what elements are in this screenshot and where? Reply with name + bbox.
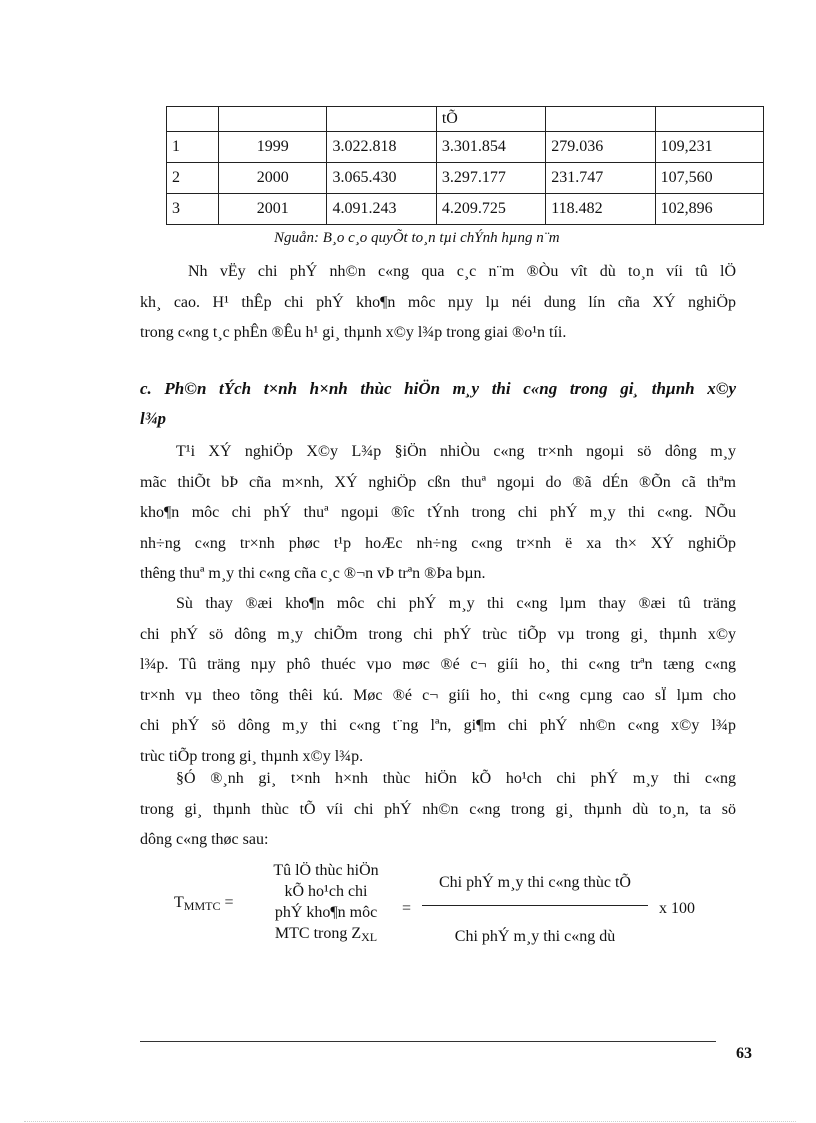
text-line: thêng thuª m¸y thi c«ng cña c¸c ®¬n vÞ trªn ®Þa bµn. xyxy=(140,565,486,582)
table-header-cell xyxy=(219,107,327,132)
table-cell: 3 xyxy=(167,194,219,225)
text-line: T¹i XÝ nghiÖp X©y L¾p §iÖn nhiÒu c«ng tr×nh ngoµi sö dông m¸y xyxy=(176,443,736,460)
table-cell: 279.036 xyxy=(546,132,655,163)
table-header-row xyxy=(167,107,764,132)
formula-desc-line xyxy=(258,923,394,948)
text-line: kh¸ cao. H¹ thÊp chi phÝ kho¶n môc nµy lµ néi dung lín cña XÝ nghiÖp xyxy=(140,293,736,311)
formula-desc-line: Tû lÖ thùc hiÖn xyxy=(273,862,379,879)
formula-desc-last: MTC trong Z xyxy=(274,925,362,942)
text-line: §Ó ®¸nh gi¸ t×nh h×nh thùc hiÖn kÕ ho¹ch chi phÝ m¸y thi c«ng xyxy=(176,770,736,787)
table-header-cell xyxy=(655,107,763,132)
text-line: l¾p. Tû träng nµy phô thuéc vµo møc ®é c¬ giíi ho¸ thi c«ng trªn tæng c«ng xyxy=(140,656,736,673)
formula-lhs xyxy=(174,894,234,914)
text-line: dông c«ng thøc sau: xyxy=(140,831,269,848)
formula-block xyxy=(174,860,734,950)
table-row xyxy=(167,132,764,163)
table-cell: 1999 xyxy=(219,132,327,163)
formula-symbol: T xyxy=(174,894,184,911)
text-line: chi phÝ sö dông m¸y thi c«ng t¨ng lªn, gi¶m chi phÝ nh©n c«ng x©y l¾p xyxy=(140,717,736,734)
table-header-cell xyxy=(546,107,655,132)
table-source-note: Nguån: B¸o c¸o quyÕt to¸n tµi chÝnh hµng n¨m xyxy=(274,230,560,246)
formula-desc-line: kÕ ho¹ch chi xyxy=(284,883,368,900)
text-line: mãc thiÕt bÞ cña m×nh, XÝ nghiÖp cßn thuª ngoµi do ®ã dÉn ®Õn cã thªm xyxy=(140,473,736,491)
table-cell: 102,896 xyxy=(655,194,763,225)
text-line: trùc tiÕp trong gi¸ thµnh x©y l¾p. xyxy=(140,747,364,765)
table-cell: 4.091.243 xyxy=(327,194,436,225)
text-line: chi phÝ sö dông m¸y chiÕm trong chi phÝ trùc tiÕp vµ trong gi¸ thµnh x©y xyxy=(140,625,736,643)
text-line: nh÷ng c«ng tr×nh phøc t¹p hoÆc nh÷ng c«ng tr×nh ë xa th× XÝ nghiÖp xyxy=(140,534,736,552)
paragraph-labor-cost xyxy=(140,257,736,349)
formula-equals: = xyxy=(402,900,412,917)
formula-denominator: Chi phÝ m¸y thi c«ng dù xyxy=(454,928,616,945)
table-cell: 231.747 xyxy=(546,163,655,194)
formula-numerator: Chi phÝ m¸y thi c«ng thùc tÕ xyxy=(439,874,631,891)
formula-desc-line: phÝ kho¶n môc xyxy=(274,904,378,921)
section-heading xyxy=(140,374,736,434)
paragraph-machine-rental xyxy=(140,437,736,590)
formula-desc-subscript: XL xyxy=(361,930,378,944)
table-header-cell xyxy=(167,107,219,132)
formula-lhs-equals: = xyxy=(224,894,234,911)
table-header-cell xyxy=(327,107,436,132)
table-cell: 118.482 xyxy=(546,194,655,225)
footer-divider xyxy=(140,1041,716,1042)
heading-line: l¾p xyxy=(140,409,166,428)
formula-description xyxy=(258,860,394,948)
text-line: trong gi¸ thµnh thùc tÕ víi chi phÝ nh©n c«ng trong gi¸ thµnh dù to¸n, ta sö xyxy=(140,800,736,818)
table-cell: 107,560 xyxy=(655,163,763,194)
paragraph-formula-intro xyxy=(140,764,736,856)
table-cell: 2000 xyxy=(219,163,327,194)
text-line: trong c«ng t¸c phÊn ®Êu h¹ gi¸ thµnh x©y l¾p trong giai ®o¹n tíi. xyxy=(140,324,567,341)
heading-line: c. Ph©n tÝch t×nh h×nh thùc hiÖn m¸y thi c«ng trong gi¸ thµnh x©y xyxy=(140,379,736,398)
table-cell: 2001 xyxy=(219,194,327,225)
table-row xyxy=(167,194,764,225)
formula-subscript: MMTC xyxy=(183,899,221,913)
paragraph-machine-share xyxy=(140,589,736,772)
page-number: 63 xyxy=(736,1045,752,1062)
text-line: kho¶n môc chi phÝ thuª ngoµi ®îc tÝnh trong chi phÝ m¸y thi c«ng. NÕu xyxy=(140,504,736,521)
table-cell: 3.022.818 xyxy=(327,132,436,163)
text-line: tr×nh vµ theo tõng thêi kú. Møc ®é c¬ giíi ho¸ thi c«ng cµng cao sÏ lµm cho xyxy=(140,686,736,704)
table-cell: 3.297.177 xyxy=(436,163,545,194)
table-row xyxy=(167,163,764,194)
fraction-bar xyxy=(422,905,648,906)
table-cell: 4.209.725 xyxy=(436,194,545,225)
table-header-cell: tÕ xyxy=(436,107,545,132)
page-edge-dots xyxy=(24,1121,796,1122)
text-line: Sù thay ®æi kho¶n môc chi phÝ m¸y thi c«ng lµm thay ®æi tû träng xyxy=(176,595,736,612)
formula-multiplier: x 100 xyxy=(659,900,695,917)
table-cell: 3.065.430 xyxy=(327,163,436,194)
table-cell: 109,231 xyxy=(655,132,763,163)
table-cell: 1 xyxy=(167,132,219,163)
table-cell: 3.301.854 xyxy=(436,132,545,163)
table-cell: 2 xyxy=(167,163,219,194)
cost-table xyxy=(166,106,764,225)
text-line: Nh vËy chi phÝ nh©n c«ng qua c¸c n¨m ®Òu vît dù to¸n víi tû lÖ xyxy=(188,263,736,280)
